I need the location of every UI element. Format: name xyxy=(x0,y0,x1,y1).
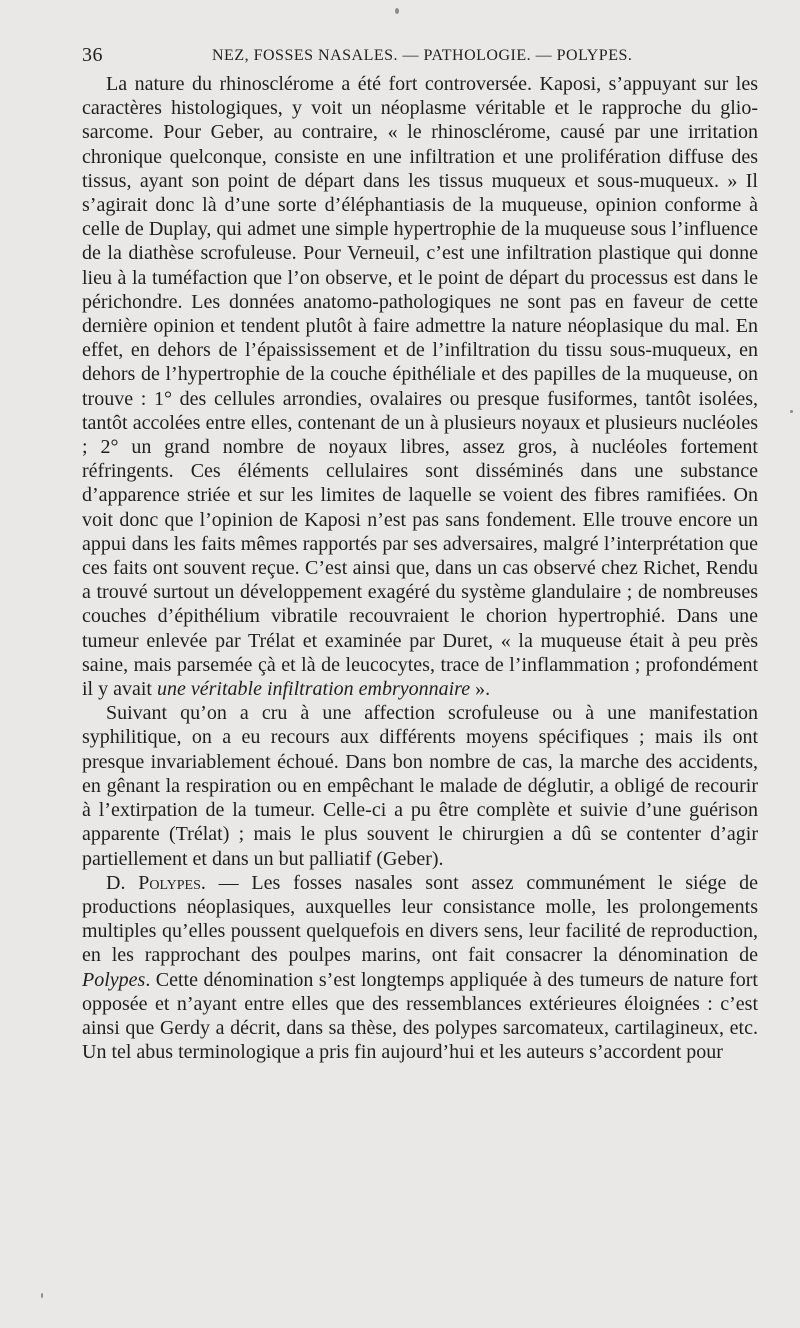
text-segment: La nature du rhinosclérome a été fort controversée. Kaposi, s’appuyant sur les caractères histologiques, y voit un néoplasme véritable et le rapproche du glio-sarcome. Pour Geber, au contraire, « le rhinosclérome, causé par une irritation chronique quelconque, consiste en une infiltration et une prolifération diffuse des tissus, ayant son point de départ dans les tissus muqueux et sous-muqueux. » Il s’agirait donc là d’une sorte d’éléphantiasis de la muqueuse, opinion conforme à celle de Duplay, qui admet une simple hypertrophie de la muqueuse sous l’influence de la diathèse scrofuleuse. Pour Verneuil, c’est une infiltration plastique qui donne lieu à la tuméfaction que l’on observe, et le point de départ du processus est dans le périchondre. Les données anatomo-pathologiques ne sont pas en faveur de cette dernière opinion et tendent plutôt à faire admettre la nature néoplasique du mal. En effet, en dehors de l’épaississement et de l’infiltration du tissu sous-muqueux, en dehors de l’hypertrophie de la couche épithéliale et des papilles de la muqueuse, on trouve : 1° des cellules arrondies, ovalaires ou presque fusiformes, tantôt isolées, tantôt accolées entre elles, contenant de un à plusieurs noyaux et plusieurs nucléoles ; 2° un grand nombre de noyaux libres, assez gros, à nucléoles fortement réfringents. Ces éléments cellulaires sont disséminés dans une substance d’apparence striée et sur les limites de laquelle se voient des fibres ramifiées. On voit donc que l’opinion de Kaposi n’est pas sans fondement. Elle trouve encore un appui dans les faits mêmes rapportés par ses adversaires, malgré l’interprétation que ces faits ont souvent reçue. C’est ainsi que, dans un cas observé chez Richet, Rendu a trouvé surtout un développement exagéré du système glandulaire ; de nombreuses couches d’épithélium vibratile recouvraient le chorion hypertrophié. Dans une tumeur enlevée par Trélat et examinée par Duret, « la muqueuse était à peu près saine, mais parsemée çà et là de leucocytes, trace de l’inflammation ; profondément il y avait xyxy=(82,73,758,701)
scan-speck xyxy=(395,8,399,14)
text-segment: Suivant qu’on a cru à une affection scrofuleuse ou à une manifestation syphilitique, on a eu recours aux différents moyens spécifiques ; mais ils ont presque invariablement échoué. Dans bon nombre de cas, la marche des accidents, en gênant la respiration ou en empêchant le malade de déglutir, a obligé de recourir à l’extirpation de la tumeur. Celle-ci a pu être complète et suivie d’une guérison apparente (Trélat) ; mais le plus souvent le chirurgien a dû se contenter d’agir partiellement et dans un but palliatif (Geber). xyxy=(82,702,758,870)
scan-speck xyxy=(790,410,793,413)
paragraph-polypes xyxy=(82,871,758,1065)
text-segment: . — Les fosses nasales sont assez communément le siége de productions néoplasiques, auxquelles leur consistance molle, les prolongements multiples qu’elles poussent quelquefois en divers sens, leur facilité de reproduction, en les rapprochant des poulpes marins, ont fait consacrer la dénomination de xyxy=(82,871,758,967)
section-letter: D. xyxy=(106,871,139,894)
paragraph-treatment xyxy=(82,701,758,870)
emphasis-segment: Polypes xyxy=(82,968,146,991)
scan-speck xyxy=(41,1293,43,1298)
section-title: Polypes xyxy=(138,871,201,894)
page-header xyxy=(82,44,758,68)
text-segment: . Cette dénomination s’est longtemps appliquée à des tumeurs de nature fort opposée et n’ayant entre elles que des ressemblances extérieures éloignées : c’est ainsi que Gerdy a décrit, dans sa thèse, des polypes sarcomateux, cartilagineux, etc. Un tel abus terminologique a pris fin aujourd’hui et les auteurs s’accordent pour xyxy=(82,968,758,1064)
paragraph-rhinoscleroma-nature xyxy=(82,72,758,701)
body-text xyxy=(82,72,758,1064)
running-head: NEZ, FOSSES NASALES. — PATHOLOGIE. — POLYPES. xyxy=(212,47,633,64)
page-number: 36 xyxy=(82,44,103,66)
emphasis-segment: une véritable infiltration embryonnaire xyxy=(156,678,471,701)
text-segment: ». xyxy=(470,678,491,701)
